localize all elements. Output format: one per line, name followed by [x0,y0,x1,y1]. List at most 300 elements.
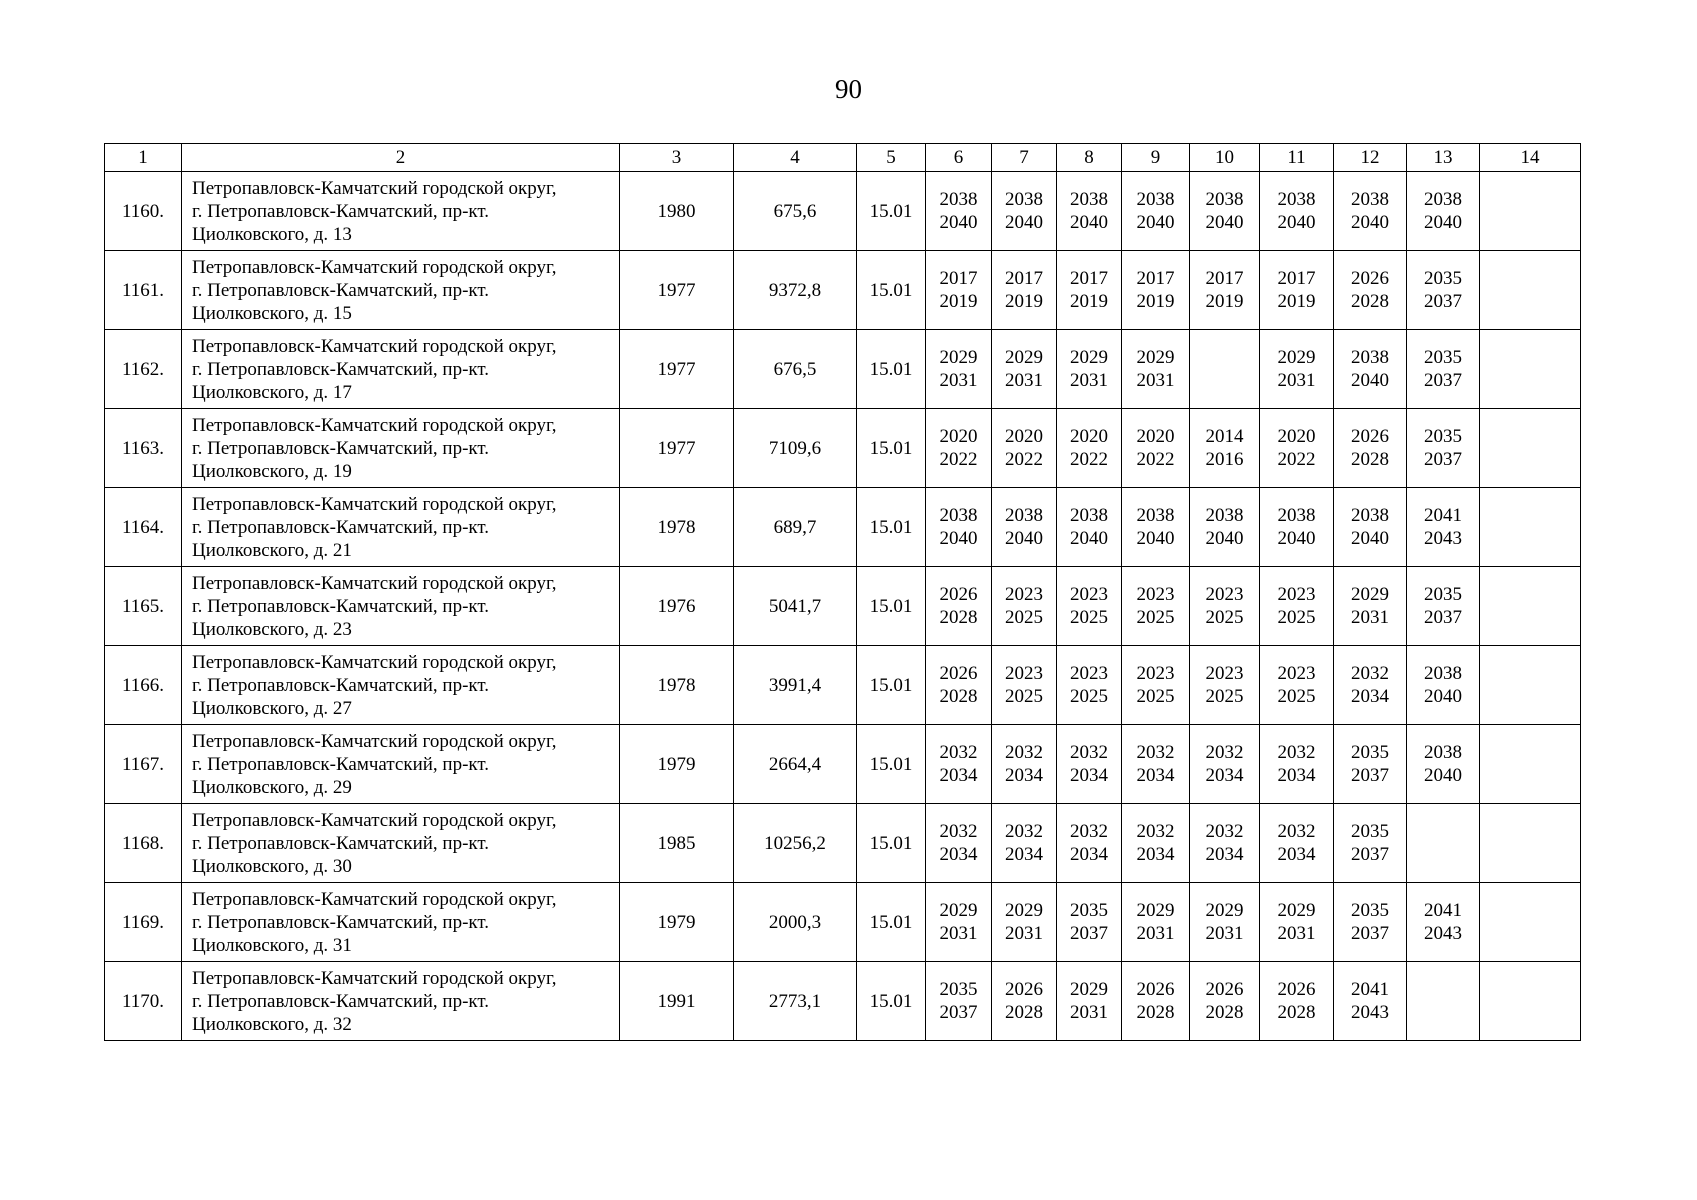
period-cell [926,488,992,567]
period-start: 2023 [1005,663,1043,684]
period-cell [1122,488,1190,567]
period-cell [1057,567,1122,646]
address-line: г. Петропавловск-Камчатский, пр-кт. [192,911,490,933]
period-cell [926,725,992,804]
period-start: 2032 [1277,821,1316,842]
period-end: 2040 [1424,212,1462,233]
address-line: г. Петропавловск-Камчатский, пр-кт. [192,200,490,222]
period-start: 2023 [1205,663,1244,684]
period-start: 2038 [1351,347,1389,368]
column-header-7: 7 [992,144,1057,172]
build-year: 1991 [620,962,734,1041]
period-cell [992,646,1057,725]
period-cell [1190,409,1260,488]
period-cell [926,251,992,330]
period-start: 2035 [1424,347,1462,368]
period-start: 2035 [1424,426,1462,447]
period-start: 2032 [939,742,978,763]
period-start: 2032 [939,821,978,842]
period-cell [1407,725,1480,804]
period-cell [992,488,1057,567]
period-end: 2022 [1277,449,1316,470]
period-end: 2037 [1424,370,1462,391]
period-start: 2029 [1005,900,1043,921]
period-start: 2032 [1205,821,1244,842]
code-cell: 15.01 [857,883,926,962]
period-start: 2038 [1005,189,1043,210]
period-end: 2025 [1070,686,1108,707]
address-line: Петропавловск-Камчатский городской округ, [192,256,557,278]
address-line: г. Петропавловск-Камчатский, пр-кт. [192,753,490,775]
period-end: 2031 [939,923,978,944]
row-number: 1166. [105,646,182,725]
address-cell [182,172,620,251]
column-header-13: 13 [1407,144,1480,172]
column-header-8: 8 [1057,144,1122,172]
period-cell [992,251,1057,330]
period-cell [1122,962,1190,1041]
period-cell [1407,488,1480,567]
period-cell [1480,172,1581,251]
address-line: г. Петропавловск-Камчатский, пр-кт. [192,358,490,380]
table-row [105,883,1581,962]
period-start: 2038 [1424,742,1462,763]
period-start: 2023 [1136,584,1175,605]
period-cell [1057,725,1122,804]
table-row [105,330,1581,409]
period-cell [1407,883,1480,962]
period-end: 2040 [1205,212,1244,233]
period-end: 2043 [1424,528,1462,549]
address-line: г. Петропавловск-Камчатский, пр-кт. [192,437,490,459]
address-line: Циолковского, д. 13 [192,223,352,245]
period-start: 2038 [1351,189,1389,210]
table-row [105,409,1581,488]
period-start: 2029 [939,347,978,368]
build-year: 1978 [620,488,734,567]
address-line: Петропавловск-Камчатский городской округ, [192,572,557,594]
period-start: 2038 [1136,189,1175,210]
period-cell [1057,804,1122,883]
address-line: Петропавловск-Камчатский городской округ, [192,414,557,436]
period-end: 2040 [1351,212,1389,233]
period-start: 2038 [1205,505,1244,526]
floor-area: 5041,7 [734,567,857,646]
period-end: 2022 [1070,449,1108,470]
period-cell [1260,646,1334,725]
period-start: 2020 [1070,426,1108,447]
column-header-14: 14 [1480,144,1581,172]
period-cell [1407,330,1480,409]
column-header-12: 12 [1334,144,1407,172]
address-line: г. Петропавловск-Камчатский, пр-кт. [192,595,490,617]
address-line: Петропавловск-Камчатский городской округ, [192,493,557,515]
code-cell: 15.01 [857,330,926,409]
row-number: 1160. [105,172,182,251]
row-number: 1169. [105,883,182,962]
period-cell [1122,883,1190,962]
period-start: 2023 [1070,663,1108,684]
period-end: 2031 [1277,923,1316,944]
address-line: Петропавловск-Камчатский городской округ, [192,177,557,199]
period-start: 2035 [1351,821,1389,842]
floor-area: 7109,6 [734,409,857,488]
period-cell [926,883,992,962]
period-cell [992,567,1057,646]
period-end: 2025 [1205,607,1244,628]
period-cell [1190,251,1260,330]
period-end: 2028 [1351,449,1389,470]
period-cell [1260,725,1334,804]
period-start: 2026 [1136,979,1175,1000]
code-cell: 15.01 [857,804,926,883]
address-cell [182,646,620,725]
period-cell [1122,409,1190,488]
build-year: 1977 [620,251,734,330]
period-end: 2031 [1070,1002,1108,1023]
period-cell [1122,172,1190,251]
period-cell [1057,646,1122,725]
period-start: 2020 [1277,426,1316,447]
period-cell [1057,409,1122,488]
address-line: г. Петропавловск-Камчатский, пр-кт. [192,279,490,301]
period-cell [1190,804,1260,883]
period-cell [992,172,1057,251]
page-number: 90 [835,74,862,104]
period-end: 2037 [1424,449,1462,470]
address-cell [182,567,620,646]
floor-area: 2664,4 [734,725,857,804]
period-cell [1407,646,1480,725]
period-start: 2038 [939,189,978,210]
period-start: 2035 [1351,742,1389,763]
period-start: 2035 [1070,900,1108,921]
period-end: 2037 [1351,844,1389,865]
period-start: 2032 [1351,663,1389,684]
period-cell [1057,488,1122,567]
period-start: 2038 [1351,505,1389,526]
build-year: 1978 [620,646,734,725]
period-start: 2035 [1424,584,1462,605]
address-cell [182,488,620,567]
row-number: 1164. [105,488,182,567]
table-row [105,488,1581,567]
table-row [105,725,1581,804]
period-start: 2029 [1070,347,1108,368]
period-cell [1334,567,1407,646]
period-start: 2026 [1205,979,1244,1000]
period-cell [1407,172,1480,251]
address-line: Петропавловск-Камчатский городской округ, [192,888,557,910]
floor-area: 9372,8 [734,251,857,330]
period-cell [1122,804,1190,883]
address-cell [182,409,620,488]
code-cell: 15.01 [857,172,926,251]
period-end: 2028 [939,686,978,707]
period-cell [1057,330,1122,409]
period-end: 2028 [939,607,978,628]
period-end: 2040 [1277,212,1316,233]
period-cell [1190,172,1260,251]
period-cell [1057,172,1122,251]
period-end: 2040 [1424,765,1462,786]
period-start: 2032 [1277,742,1316,763]
period-cell [992,883,1057,962]
period-start: 2023 [1277,584,1316,605]
period-end: 2043 [1424,923,1462,944]
address-cell [182,883,620,962]
period-start: 2038 [1277,189,1316,210]
period-cell [1260,251,1334,330]
row-number: 1165. [105,567,182,646]
build-year: 1977 [620,330,734,409]
period-end: 2040 [1005,212,1043,233]
period-cell [1407,962,1480,1041]
period-end: 2019 [1070,291,1108,312]
period-cell [992,409,1057,488]
period-end: 2040 [1277,528,1316,549]
period-end: 2034 [1070,844,1108,865]
period-start: 2029 [939,900,978,921]
period-start: 2023 [1205,584,1244,605]
period-end: 2040 [939,212,978,233]
period-end: 2019 [939,291,978,312]
period-start: 2023 [1005,584,1043,605]
period-end: 2028 [1351,291,1389,312]
period-cell [1480,725,1581,804]
address-line: Циолковского, д. 23 [192,618,352,640]
period-end: 2025 [1005,607,1043,628]
period-end: 2019 [1005,291,1043,312]
table-header [105,144,1581,172]
column-header-1: 1 [105,144,182,172]
address-line: Петропавловск-Камчатский городской округ, [192,809,557,831]
floor-area: 689,7 [734,488,857,567]
period-start: 2038 [1277,505,1316,526]
period-end: 2031 [1005,923,1043,944]
build-year: 1980 [620,172,734,251]
period-start: 2017 [939,268,978,289]
period-start: 2026 [939,584,978,605]
period-end: 2040 [1005,528,1043,549]
period-end: 2031 [1136,923,1175,944]
period-cell [926,962,992,1041]
period-cell [1407,804,1480,883]
period-start: 2029 [1136,900,1175,921]
period-end: 2016 [1205,449,1244,470]
period-end: 2040 [1136,212,1175,233]
period-cell [1057,251,1122,330]
address-line: Циолковского, д. 17 [192,381,352,403]
period-end: 2043 [1351,1002,1389,1023]
period-end: 2040 [1070,212,1108,233]
code-cell: 15.01 [857,567,926,646]
address-line: Циолковского, д. 30 [192,855,352,877]
build-year: 1977 [620,409,734,488]
code-cell: 15.01 [857,725,926,804]
period-end: 2040 [939,528,978,549]
period-cell [1190,725,1260,804]
period-cell [1260,409,1334,488]
period-start: 2017 [1136,268,1175,289]
period-start: 2017 [1005,268,1043,289]
period-end: 2022 [1005,449,1043,470]
row-number: 1163. [105,409,182,488]
period-end: 2034 [1136,844,1175,865]
floor-area: 2773,1 [734,962,857,1041]
period-cell [926,172,992,251]
address-line: Циолковского, д. 32 [192,1013,352,1035]
period-start: 2026 [1351,268,1389,289]
address-line: Петропавловск-Камчатский городской округ, [192,651,557,673]
period-cell [1260,804,1334,883]
period-end: 2031 [939,370,978,391]
period-end: 2034 [1205,844,1244,865]
period-end: 2031 [1070,370,1108,391]
period-start: 2038 [1424,189,1462,210]
code-cell: 15.01 [857,409,926,488]
address-cell [182,251,620,330]
table-row [105,251,1581,330]
period-cell [1334,804,1407,883]
address-cell [182,725,620,804]
period-cell [1057,883,1122,962]
period-end: 2019 [1205,291,1244,312]
period-start: 2035 [1424,268,1462,289]
period-cell [992,725,1057,804]
period-cell [1407,409,1480,488]
period-start: 2026 [1005,979,1043,1000]
column-header-9: 9 [1122,144,1190,172]
period-start: 2041 [1351,979,1389,1000]
period-end: 2034 [1277,765,1316,786]
period-end: 2034 [1005,844,1043,865]
table-row [105,172,1581,251]
registry-table [104,143,1581,1041]
period-cell [1407,251,1480,330]
period-start: 2032 [1070,742,1108,763]
build-year: 1979 [620,725,734,804]
period-start: 2035 [1351,900,1389,921]
period-start: 2017 [1205,268,1244,289]
column-header-11: 11 [1260,144,1334,172]
period-cell [1190,567,1260,646]
period-end: 2034 [1351,686,1389,707]
period-end: 2028 [1136,1002,1175,1023]
period-end: 2025 [1005,686,1043,707]
period-cell [926,646,992,725]
period-start: 2032 [1205,742,1244,763]
period-cell [1480,330,1581,409]
column-header-4: 4 [734,144,857,172]
column-header-10: 10 [1190,144,1260,172]
row-number: 1167. [105,725,182,804]
period-end: 2025 [1070,607,1108,628]
build-year: 1976 [620,567,734,646]
address-line: Петропавловск-Камчатский городской округ, [192,335,557,357]
period-cell [1122,567,1190,646]
period-cell [1407,567,1480,646]
period-end: 2025 [1277,686,1316,707]
period-cell [1334,172,1407,251]
period-start: 2029 [1205,900,1244,921]
period-cell [926,409,992,488]
period-start: 2026 [1351,426,1389,447]
period-cell [1334,251,1407,330]
period-end: 2019 [1277,291,1316,312]
address-cell [182,804,620,883]
period-cell [1122,725,1190,804]
period-end: 2040 [1070,528,1108,549]
address-line: Петропавловск-Камчатский городской округ, [192,967,557,989]
period-cell [1480,488,1581,567]
address-line: г. Петропавловск-Камчатский, пр-кт. [192,516,490,538]
period-cell [1480,409,1581,488]
header-row [105,144,1581,172]
period-start: 2023 [1277,663,1316,684]
period-cell [1480,962,1581,1041]
build-year: 1985 [620,804,734,883]
period-start: 2029 [1277,900,1316,921]
period-cell [1480,804,1581,883]
period-cell [1190,962,1260,1041]
address-line: Циолковского, д. 27 [192,697,352,719]
floor-area: 2000,3 [734,883,857,962]
period-cell [1334,883,1407,962]
period-cell [1334,409,1407,488]
period-end: 2022 [939,449,978,470]
period-end: 2037 [1424,291,1462,312]
period-end: 2031 [1277,370,1316,391]
address-line: Циолковского, д. 19 [192,460,352,482]
period-cell [992,804,1057,883]
period-end: 2025 [1205,686,1244,707]
period-start: 2026 [1277,979,1316,1000]
period-start: 2038 [1424,663,1462,684]
period-start: 2032 [1005,821,1043,842]
address-line: Циолковского, д. 15 [192,302,352,324]
address-cell [182,962,620,1041]
period-cell [1122,646,1190,725]
period-cell [1334,488,1407,567]
column-header-6: 6 [926,144,992,172]
period-cell [1260,567,1334,646]
period-cell [1057,962,1122,1041]
floor-area: 676,5 [734,330,857,409]
period-start: 2041 [1424,505,1462,526]
column-header-5: 5 [857,144,926,172]
code-cell: 15.01 [857,962,926,1041]
row-number: 1161. [105,251,182,330]
period-start: 2023 [1136,663,1175,684]
period-end: 2040 [1205,528,1244,549]
address-line: Циолковского, д. 31 [192,934,352,956]
period-end: 2034 [1005,765,1043,786]
period-cell [1122,251,1190,330]
period-end: 2034 [939,844,978,865]
period-start: 2017 [1277,268,1316,289]
period-cell [1190,488,1260,567]
period-cell [926,567,992,646]
period-cell [1260,883,1334,962]
period-start: 2038 [1070,505,1108,526]
column-header-2: 2 [182,144,620,172]
period-end: 2022 [1136,449,1175,470]
period-start: 2029 [1005,347,1043,368]
period-end: 2040 [1351,370,1389,391]
code-cell: 15.01 [857,488,926,567]
period-end: 2028 [1277,1002,1316,1023]
